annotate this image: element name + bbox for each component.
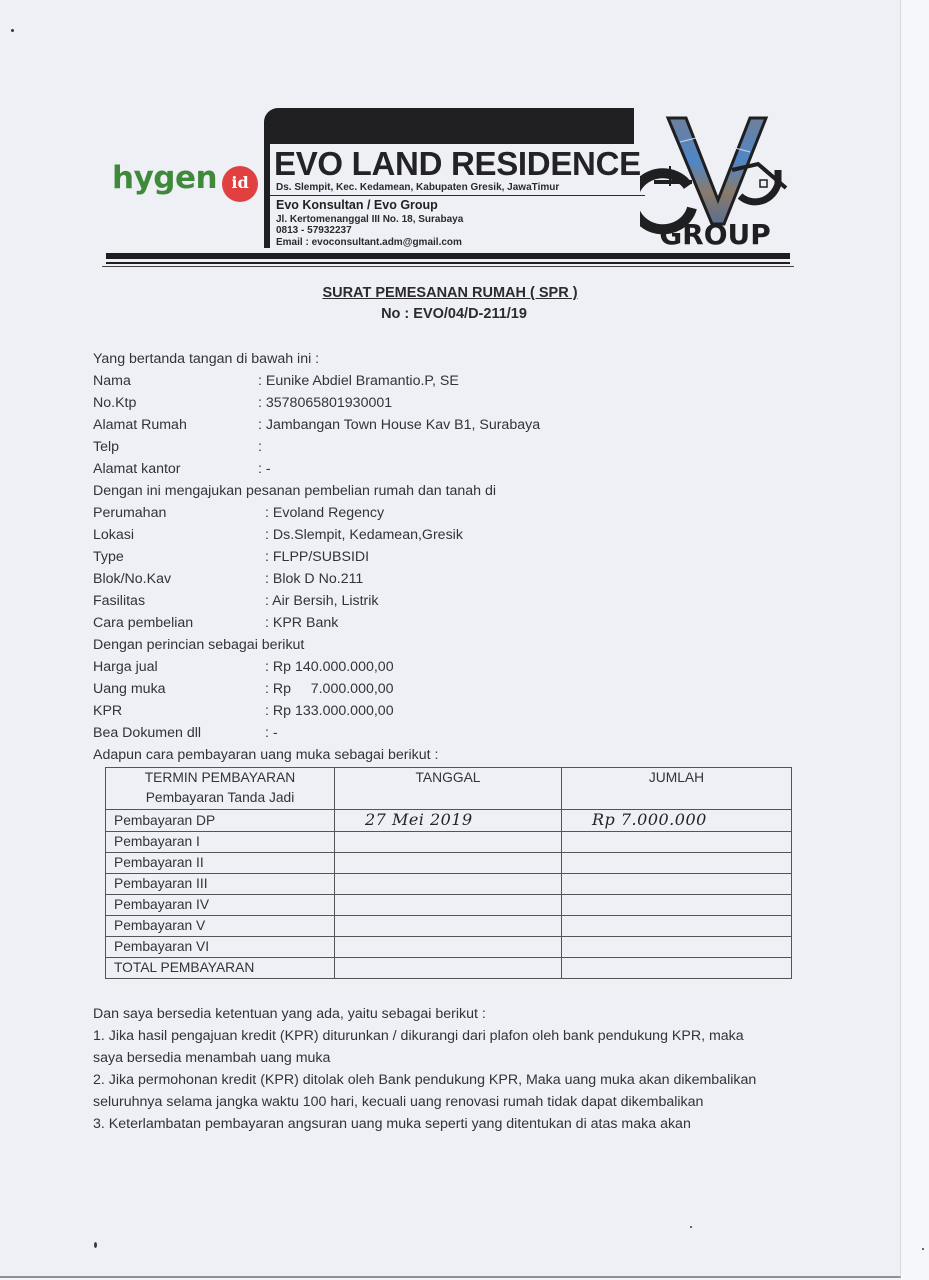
company-title: EVO LAND RESIDENCE [274, 145, 641, 182]
terms-line: 2. Jika permohonan kredit (KPR) ditolak oleh Bank pendukung KPR, Maka uang muka akan dikembalikan [93, 1072, 757, 1088]
cell-termin: Pembayaran DP [106, 810, 335, 832]
field-label: Uang muka [93, 681, 166, 697]
cell-termin: Pembayaran II [106, 853, 335, 874]
consultant-name: Evo Konsultan / Evo Group [276, 198, 438, 212]
field-value: : [258, 439, 262, 455]
field-value: : Rp 133.000.000,00 [265, 703, 394, 719]
field-value: : Air Bersih, Listrik [265, 593, 379, 609]
field-label: Fasilitas [93, 593, 146, 609]
field-value: : Blok D No.211 [265, 571, 364, 587]
office-email: Email : evoconsultant.adm@gmail.com [276, 237, 462, 248]
field-label: Type [93, 549, 124, 565]
cell-termin: Pembayaran IV [106, 895, 335, 916]
document-number: No : EVO/04/D-211/19 [381, 306, 527, 322]
field-label: Nama [93, 373, 131, 389]
cell-tanggal [335, 916, 562, 937]
scan-speck [690, 1226, 692, 1228]
field-label: Lokasi [93, 527, 135, 543]
cell-tanggal [335, 895, 562, 916]
cell-tanggal [335, 853, 562, 874]
field-value: : FLPP/SUBSIDI [265, 549, 370, 565]
field-label: Blok/No.Kav [93, 571, 172, 587]
letterhead-rule-thick [106, 253, 790, 259]
terms-section [93, 1003, 813, 1135]
office-phone: 0813 - 57932237 [276, 225, 352, 236]
field-value: : - [258, 461, 271, 477]
payment-schedule-table [105, 767, 792, 979]
group-logo-text: GROUP [659, 218, 771, 248]
cell-jumlah [562, 958, 792, 979]
terms-line: 1. Jika hasil pengajuan kredit (KPR) diturunkan / dikurangi dari plafon oleh bank pendukung KPR, maka [93, 1028, 744, 1044]
field-label: KPR [93, 703, 123, 719]
evo-group-logo [640, 108, 790, 248]
property-intro: Dengan ini mengajukan pesanan pembelian rumah dan tanah di [93, 483, 497, 499]
scan-margin [901, 0, 929, 1280]
field-value: : Rp 7.000.000,00 [265, 681, 394, 697]
cell-jumlah [562, 916, 792, 937]
office-address: Jl. Kertomenanggal III No. 18, Surabaya [276, 214, 464, 225]
field-value: : Ds.Slempit, Kedamean,Gresik [265, 527, 463, 543]
field-value: : - [265, 725, 278, 741]
project-address: Ds. Slempit, Kec. Kedamean, Kabupaten Gresik, JawaTimur [276, 182, 560, 193]
field-label: Alamat kantor [93, 461, 181, 477]
payment-intro: Adapun cara pembayaran uang muka sebagai berikut : [93, 747, 439, 763]
field-label: Cara pembelian [93, 615, 194, 631]
field-value: : KPR Bank [265, 615, 339, 631]
handwritten-amount: Rp 7.000.000 [592, 810, 707, 829]
pricing-intro: Dengan perincian sebagai berikut [93, 637, 305, 653]
cell-jumlah [562, 853, 792, 874]
header-termin [106, 768, 335, 810]
table-row [106, 853, 792, 874]
terms-line: seluruhnya selama jangka waktu 100 hari, kecuali uang renovasi rumah tidak dapat dikembalikan [93, 1094, 704, 1110]
field-value: : Jambangan Town House Kav B1, Surabaya [258, 417, 541, 433]
field-label: Harga jual [93, 659, 158, 675]
handwritten-date: 27 Mei 2019 [365, 810, 473, 829]
letterhead-side-bar [264, 140, 270, 248]
cell-tanggal [335, 810, 562, 832]
cell-termin: Pembayaran I [106, 832, 335, 853]
field-label: Telp [93, 439, 120, 455]
cell-termin: Pembayaran III [106, 874, 335, 895]
field-value: : Rp 140.000.000,00 [265, 659, 394, 675]
letterhead-rule-thin [106, 262, 790, 264]
table-row [106, 874, 792, 895]
header-termin-label: TERMIN PEMBAYARAN [144, 770, 296, 785]
table-row [106, 916, 792, 937]
table-row [106, 810, 792, 832]
header-termin-sub: Pembayaran Tanda Jadi [145, 790, 295, 805]
field-label: Perumahan [93, 505, 167, 521]
table-row-total [106, 958, 792, 979]
field-value: : Evoland Regency [265, 505, 385, 521]
terms-intro: Dan saya bersedia ketentuan yang ada, yaitu sebagai berikut : [93, 1006, 486, 1022]
header-tanggal: TANGGAL [335, 768, 562, 810]
letterhead-top-bar [264, 108, 634, 144]
terms-line: saya bersedia menambah uang muka [93, 1050, 331, 1066]
cell-termin: Pembayaran VI [106, 937, 335, 958]
cell-tanggal [335, 832, 562, 853]
table-row [106, 832, 792, 853]
field-label: No.Ktp [93, 395, 137, 411]
header-jumlah: JUMLAH [562, 768, 792, 810]
terms-line: 3. Keterlambatan pembayaran angsuran uang muka seperti yang ditentukan di atas maka akan [93, 1116, 691, 1132]
letterhead-divider [270, 195, 645, 196]
cell-tanggal [335, 958, 562, 979]
cell-jumlah [562, 832, 792, 853]
field-label: Bea Dokumen dll [93, 725, 202, 741]
scan-speck [922, 1248, 924, 1250]
table-row [106, 895, 792, 916]
document-title: SURAT PEMESANAN RUMAH ( SPR ) [322, 285, 578, 301]
scan-speck [11, 29, 14, 32]
letterhead-rule-hair [102, 266, 794, 267]
scan-speck [94, 1242, 97, 1248]
table-header-row [106, 768, 792, 810]
field-value: : Eunike Abdiel Bramantio.P, SE [258, 373, 459, 389]
cell-termin: TOTAL PEMBAYARAN [106, 958, 335, 979]
cell-jumlah [562, 810, 792, 832]
cell-tanggal [335, 937, 562, 958]
cell-jumlah [562, 874, 792, 895]
hygen-logo-badge: id [222, 166, 258, 202]
cell-jumlah [562, 937, 792, 958]
field-value: : 3578065801930001 [258, 395, 393, 411]
applicant-intro: Yang bertanda tangan di bawah ini : [93, 351, 320, 367]
field-label: Alamat Rumah [93, 417, 187, 433]
cell-jumlah [562, 895, 792, 916]
hygen-logo-word: hygen [112, 160, 218, 196]
table-row [106, 937, 792, 958]
cell-termin: Pembayaran V [106, 916, 335, 937]
cell-tanggal [335, 874, 562, 895]
